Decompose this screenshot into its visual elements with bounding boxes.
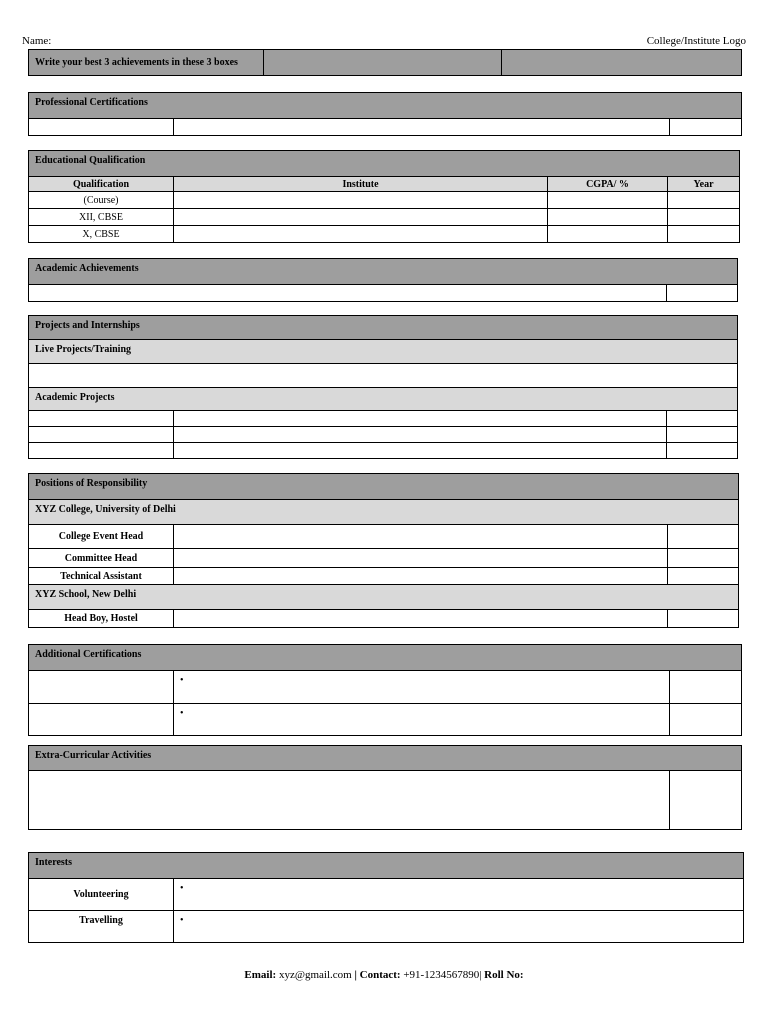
achievements-label: Write your best 3 achievements in these 3 boxes bbox=[29, 50, 264, 76]
institute-cell[interactable] bbox=[174, 192, 548, 209]
extracurricular-table bbox=[28, 745, 742, 830]
role-cell: Committee Head bbox=[29, 549, 174, 568]
achievement-box-2[interactable] bbox=[264, 50, 502, 76]
table-row bbox=[29, 879, 744, 911]
cert-cell[interactable] bbox=[29, 119, 174, 136]
email-value[interactable]: xyz@gmail.com bbox=[278, 969, 352, 981]
column-header-qualification: Qualification bbox=[29, 177, 174, 192]
table-row bbox=[29, 209, 740, 226]
contact-label: Contact: bbox=[359, 969, 401, 981]
interests-table bbox=[28, 852, 744, 943]
cgpa-cell[interactable] bbox=[548, 226, 668, 243]
academic-projects-label: Academic Projects bbox=[29, 388, 738, 411]
cgpa-cell[interactable] bbox=[548, 192, 668, 209]
additional-certifications-table bbox=[28, 644, 742, 736]
school-label: XYZ School, New Delhi bbox=[29, 585, 739, 610]
live-projects-cell[interactable] bbox=[29, 364, 738, 388]
extracurricular-title: Extra-Curricular Activities bbox=[29, 746, 742, 771]
bullet-icon: • bbox=[180, 708, 184, 719]
name-label: Name: bbox=[22, 35, 52, 47]
qualification-cell: XII, CBSE bbox=[29, 209, 174, 226]
roll-label: Roll No: bbox=[484, 969, 524, 981]
table-row bbox=[29, 443, 738, 459]
column-header-year: Year bbox=[668, 177, 740, 192]
project-cell[interactable] bbox=[174, 443, 667, 459]
project-cell[interactable] bbox=[29, 443, 174, 459]
extracurricular-year-cell[interactable] bbox=[670, 771, 742, 830]
cert-cell[interactable] bbox=[174, 119, 670, 136]
role-year-cell[interactable] bbox=[668, 525, 739, 549]
role-year-cell[interactable] bbox=[668, 549, 739, 568]
academic-achievements-table bbox=[28, 258, 738, 302]
role-cell: Technical Assistant bbox=[29, 568, 174, 585]
year-cell[interactable] bbox=[668, 226, 740, 243]
project-cell[interactable] bbox=[667, 411, 738, 427]
table-row bbox=[29, 568, 739, 585]
table-row bbox=[29, 610, 739, 628]
role-cell: College Event Head bbox=[29, 525, 174, 549]
year-cell[interactable] bbox=[668, 209, 740, 226]
table-row bbox=[29, 411, 738, 427]
cert-cell[interactable] bbox=[670, 119, 742, 136]
contact-value: +91-1234567890| bbox=[403, 969, 482, 981]
college-label: XYZ College, University of Delhi bbox=[29, 500, 739, 525]
bullet-icon: • bbox=[180, 915, 184, 926]
role-detail-cell[interactable] bbox=[174, 568, 668, 585]
achievement-year-cell[interactable] bbox=[667, 285, 738, 302]
separator: | bbox=[354, 969, 357, 981]
role-detail-cell[interactable] bbox=[174, 549, 668, 568]
interest-label: Volunteering bbox=[29, 879, 174, 911]
education-title: Educational Qualification bbox=[29, 151, 740, 177]
bullet-icon: • bbox=[180, 883, 184, 894]
cert-name-cell[interactable] bbox=[29, 704, 174, 736]
projects-title: Projects and Internships bbox=[29, 316, 738, 340]
table-row bbox=[29, 549, 739, 568]
institute-cell[interactable] bbox=[174, 209, 548, 226]
project-cell[interactable] bbox=[174, 411, 667, 427]
footer-contact bbox=[0, 969, 768, 981]
qualification-cell: X, CBSE bbox=[29, 226, 174, 243]
achievements-table bbox=[28, 49, 742, 76]
cert-year-cell[interactable] bbox=[670, 704, 742, 736]
live-projects-label: Live Projects/Training bbox=[29, 340, 738, 364]
role-detail-cell[interactable] bbox=[174, 610, 668, 628]
cgpa-cell[interactable] bbox=[548, 209, 668, 226]
column-header-cgpa: CGPA/ % bbox=[548, 177, 668, 192]
institute-cell[interactable] bbox=[174, 226, 548, 243]
year-cell[interactable] bbox=[668, 192, 740, 209]
projects-table bbox=[28, 315, 738, 459]
role-cell: Head Boy, Hostel bbox=[29, 610, 174, 628]
table-row bbox=[29, 671, 742, 704]
role-year-cell[interactable] bbox=[668, 568, 739, 585]
table-row bbox=[29, 427, 738, 443]
interests-title: Interests bbox=[29, 853, 744, 879]
table-row bbox=[29, 525, 739, 549]
bullet-icon: • bbox=[180, 675, 184, 686]
cert-name-cell[interactable] bbox=[29, 671, 174, 704]
column-header-institute: Institute bbox=[174, 177, 548, 192]
extracurricular-cell[interactable] bbox=[29, 771, 670, 830]
education-table bbox=[28, 150, 740, 243]
table-row bbox=[29, 704, 742, 736]
role-year-cell[interactable] bbox=[668, 610, 739, 628]
college-logo-placeholder: College/Institute Logo bbox=[646, 35, 746, 47]
table-row bbox=[29, 226, 740, 243]
email-label: Email: bbox=[244, 969, 277, 981]
project-cell[interactable] bbox=[29, 411, 174, 427]
project-cell[interactable] bbox=[29, 427, 174, 443]
table-row bbox=[29, 192, 740, 209]
professional-certifications-table bbox=[28, 92, 742, 136]
project-cell[interactable] bbox=[667, 443, 738, 459]
project-cell[interactable] bbox=[174, 427, 667, 443]
positions-title: Positions of Responsibility bbox=[29, 474, 739, 500]
positions-table bbox=[28, 473, 739, 628]
table-row bbox=[29, 911, 744, 943]
cert-year-cell[interactable] bbox=[670, 671, 742, 704]
academic-achievements-title: Academic Achievements bbox=[29, 259, 738, 285]
interest-label: Travelling bbox=[29, 911, 174, 943]
additional-certifications-title: Additional Certifications bbox=[29, 645, 742, 671]
qualification-cell: (Course) bbox=[29, 192, 174, 209]
achievement-cell[interactable] bbox=[29, 285, 667, 302]
achievement-box-3[interactable] bbox=[502, 50, 742, 76]
role-detail-cell[interactable] bbox=[174, 525, 668, 549]
project-cell[interactable] bbox=[667, 427, 738, 443]
professional-certifications-title: Professional Certifications bbox=[29, 93, 742, 119]
